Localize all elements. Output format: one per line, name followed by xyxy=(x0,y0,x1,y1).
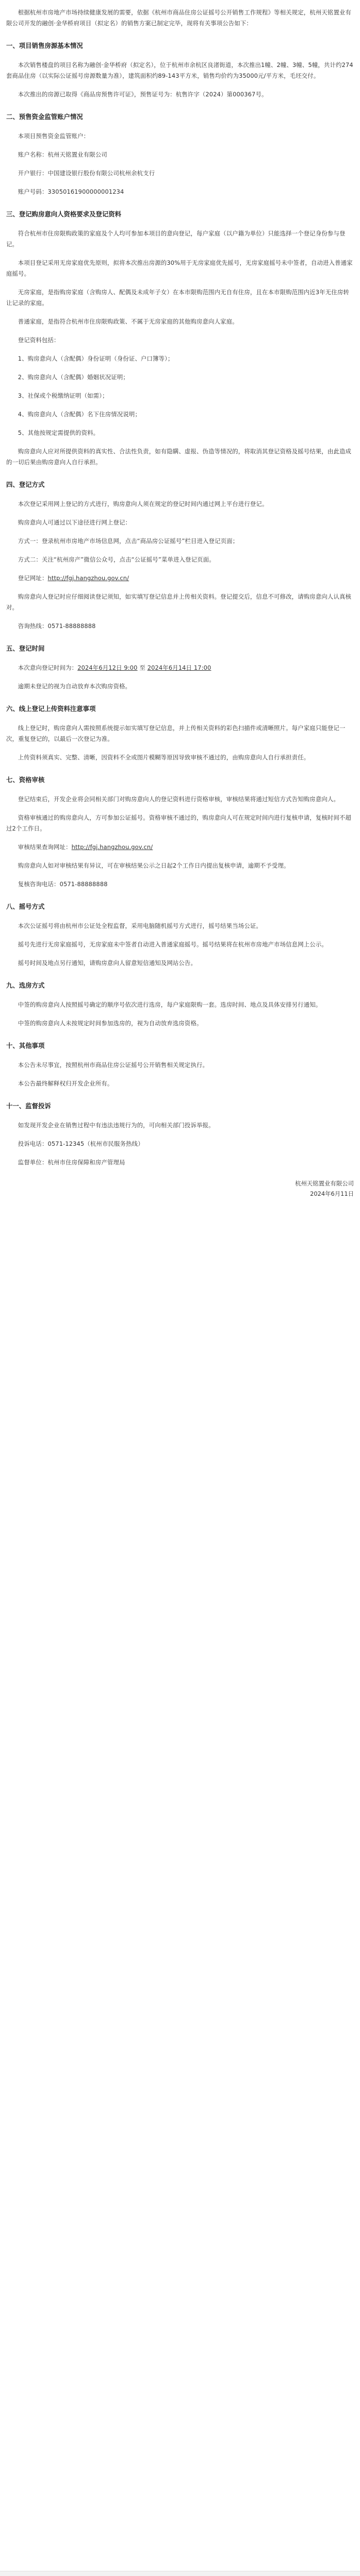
section-2-title: 二、预售资金监管账户情况 xyxy=(6,113,83,121)
list-item: 3、社保或个税缴纳证明（如需）； xyxy=(18,392,108,399)
registration-time-line xyxy=(6,663,354,673)
registration-start-time: 2024年6月12日 9:00 xyxy=(77,664,138,671)
section-3-paragraph: 购房意向人应对所提供资料的真实性、合法性负责，如有隐瞒、虚报、伪造等情况的，将取消其登记资格及摇号结果，由此造成的一切后果由购房意向人自行承担。 xyxy=(6,448,352,466)
account-name: 账户名称：杭州天铭置业有限公司 xyxy=(18,151,107,158)
section-3-title: 三、登记购房意向人资格要求及登记资料 xyxy=(6,210,122,218)
section-8-paragraph: 本次公证摇号将由杭州市公证处全程监督，采用电脑随机摇号方式进行，摇号结果当场公证。 xyxy=(18,922,262,929)
section-9-paragraph: 中签的购房意向人未按规定时间参加选房的，视为自动放弃选房资格。 xyxy=(18,1020,203,1027)
section-6-paragraph: 上传资料须真实、完整、清晰，因资料不全或图片模糊等原因导致审核不通过的，由购房意向人自行承担责任。 xyxy=(18,754,310,761)
list-item: 1、购房意向人（含配偶）身份证明（身份证、户口簿等）； xyxy=(18,355,174,362)
list-item: 4、购房意向人（含配偶）名下住房情况说明； xyxy=(18,411,141,418)
section-3-paragraph: 无房家庭，是指购房家庭（含购房人、配偶及未成年子女）在本市限购范围内无自有住房，且在本市限购范围内近3年无住房转让记录的家庭。 xyxy=(6,289,349,307)
result-url-line xyxy=(6,842,354,853)
section-10-paragraph: 本公告最终解释权归开发企业所有。 xyxy=(18,1080,113,1087)
section-4-paragraph: 购房意向人登记时应仔细阅读登记须知，如实填写登记信息并上传相关资料。登记提交后，信息不可修改，请购房意向人认真核对。 xyxy=(6,593,352,611)
section-7-paragraph: 资格审核通过的购房意向人，方可参加公证摇号。资格审核不通过的，购房意向人可在规定时间内进行复核申请，复核时间不超过2个工作日。 xyxy=(6,814,352,832)
section-1-paragraph: 本次销售楼盘的项目名称为融创·金华桥府（拟定名），位于杭州市余杭区良渚街道，本次推出1幢、2幢、3幢、5幢，共计约274套商品住房（以实际公证摇号房源数量为准），建筑面积约89-143平方米，销售均价约为35000元/平方米，毛坯交付。 xyxy=(6,61,353,79)
list-item: 2、购房意向人（含配偶）婚姻状况证明； xyxy=(18,374,129,381)
section-9-title: 九、选房方式 xyxy=(6,981,45,989)
section-8-paragraph: 摇号先进行无房家庭摇号，无房家庭未中签者自动进入普通家庭摇号。摇号结果将在杭州市房地产市场信息网上公示。 xyxy=(18,941,328,948)
registration-way-2: 方式二：关注“杭州房产”微信公众号，点击“公证摇号”菜单进入登记页面。 xyxy=(18,556,215,563)
signoff-company: 杭州天铭置业有限公司 xyxy=(295,1180,354,1187)
section-9-paragraph: 中签的购房意向人按照摇号确定的顺序号依次进行选房，每户家庭限购一套。选房时间、地点及具体安排另行通知。 xyxy=(18,1001,322,1008)
section-2-paragraph: 本项目预售资金监管账户： xyxy=(18,132,90,140)
registration-url-link[interactable]: http://fgj.hangzhou.gov.cn/ xyxy=(47,574,129,582)
registration-url-label: 登记网址： xyxy=(18,574,48,582)
intro-paragraph: 根据杭州市房地产市场持续健康发展的需要，依据《杭州市商品住房公证摇号公开销售工作规程》等相关规定，杭州天铭置业有限公司开发的融创·金华桥府项目（拟定名）的销售方案已制定完毕，现将有关事项公告如下： xyxy=(6,9,352,27)
section-4-title: 四、登记方式 xyxy=(6,481,45,488)
section-7-paragraph: 购房意向人如对审核结果有异议，可在审核结果公示之日起2个工作日内提出复核申请，逾期不予受理。 xyxy=(18,862,290,869)
signoff xyxy=(6,1178,354,1199)
hotline-number: 0571-88888888 xyxy=(47,622,96,630)
section-11-paragraph: 如发现开发企业在销售过程中有违法违规行为的，可向相关部门投诉举报。 xyxy=(18,1122,215,1129)
account-number: 账户号码：33050161900000001234 xyxy=(18,188,124,195)
review-hotline-line xyxy=(6,879,354,890)
registration-end-time: 2024年6月14日 17:00 xyxy=(147,664,211,671)
list-item: 5、其他按规定需提供的资料。 xyxy=(18,429,100,436)
registration-time-to: 至 xyxy=(139,664,145,671)
review-hotline-number: 0571-88888888 xyxy=(59,880,108,888)
section-7-title: 七、资格审核 xyxy=(6,776,45,784)
hotline-label: 咨询热线： xyxy=(18,622,48,630)
section-10-title: 十、其他事项 xyxy=(6,1042,45,1049)
review-hotline-label: 复核咨询电话： xyxy=(18,880,60,888)
registration-url-line xyxy=(6,573,354,584)
section-4-paragraph: 购房意向人可通过以下途径进行网上登记： xyxy=(18,519,132,526)
section-4-paragraph: 本次登记采用网上登记的方式进行，购房意向人须在规定的登记时间内通过网上平台进行登记。 xyxy=(18,500,268,507)
section-3-paragraph: 符合杭州市住房限购政策的家庭及个人均可参加本项目的意向登记，每户家庭（以户籍为单位）只能选择一个登记身份参与登记。 xyxy=(6,230,346,248)
supervisor-unit: 监督单位：杭州市住房保障和房产管理局 xyxy=(18,1159,125,1166)
registration-time-label: 本次意向登记时间为： xyxy=(18,664,78,671)
result-url-label: 审核结果查询网址： xyxy=(18,843,72,851)
section-1-paragraph: 本次推出的房源已取得《商品房预售许可证》，预售证号为：杭售许字（2024）第000367号。 xyxy=(18,91,268,98)
section-3-paragraph: 登记资料包括： xyxy=(18,336,60,344)
section-1-title: 一、项目销售房源基本情况 xyxy=(6,42,83,49)
account-bank: 开户银行：中国建设银行股份有限公司杭州余杭支行 xyxy=(18,170,155,177)
registration-way-1: 方式一：登录杭州市房地产市场信息网，点击“商品房公证摇号”栏目进入登记页面； xyxy=(18,537,239,545)
section-5-paragraph: 逾期未登记的视为自动放弃本次购房资格。 xyxy=(18,683,132,690)
section-10-paragraph: 本公告未尽事宜，按照杭州市商品住房公证摇号公开销售相关规定执行。 xyxy=(18,1061,209,1069)
section-6-title: 六、线上登记上传资料注意事项 xyxy=(6,705,96,713)
section-8-title: 八、摇号方式 xyxy=(6,903,45,910)
section-11-title: 十一、监督投诉 xyxy=(6,1102,51,1110)
section-7-paragraph: 登记结束后，开发企业将会同相关部门对购房意向人的登记资料进行资格审核，审核结果将通过短信方式告知购房意向人。 xyxy=(18,795,339,803)
footer-disclaimer xyxy=(0,2571,360,2576)
section-8-paragraph: 摇号时间及地点另行通知，请购房意向人留意短信通知及网站公告。 xyxy=(18,959,197,967)
result-url-link[interactable]: http://fgj.hangzhou.gov.cn/ xyxy=(71,843,153,851)
announcement-body xyxy=(6,7,354,1199)
signoff-date: 2024年6月11日 xyxy=(310,1190,354,1197)
section-6-paragraph: 线上登记时，购房意向人需按照系统提示如实填写登记信息，并上传相关资料的彩色扫描件或清晰照片。每户家庭只能登记一次，重复登记的，以最后一次登记为准。 xyxy=(6,724,346,742)
section-5-title: 五、登记时间 xyxy=(6,645,45,652)
complaint-phone: 投诉电话：0571-12345（杭州市民服务热线） xyxy=(18,1140,144,1147)
hotline-line xyxy=(6,621,354,632)
section-3-paragraph: 普通家庭，是指符合杭州市住房限购政策、不属于无房家庭的其他购房意向人家庭。 xyxy=(18,318,238,325)
section-3-paragraph: 本项目登记采用无房家庭优先原则，拟将本次推出房源的30%用于无房家庭优先摇号，无房家庭摇号未中签者，自动进入普通家庭摇号。 xyxy=(6,259,353,277)
